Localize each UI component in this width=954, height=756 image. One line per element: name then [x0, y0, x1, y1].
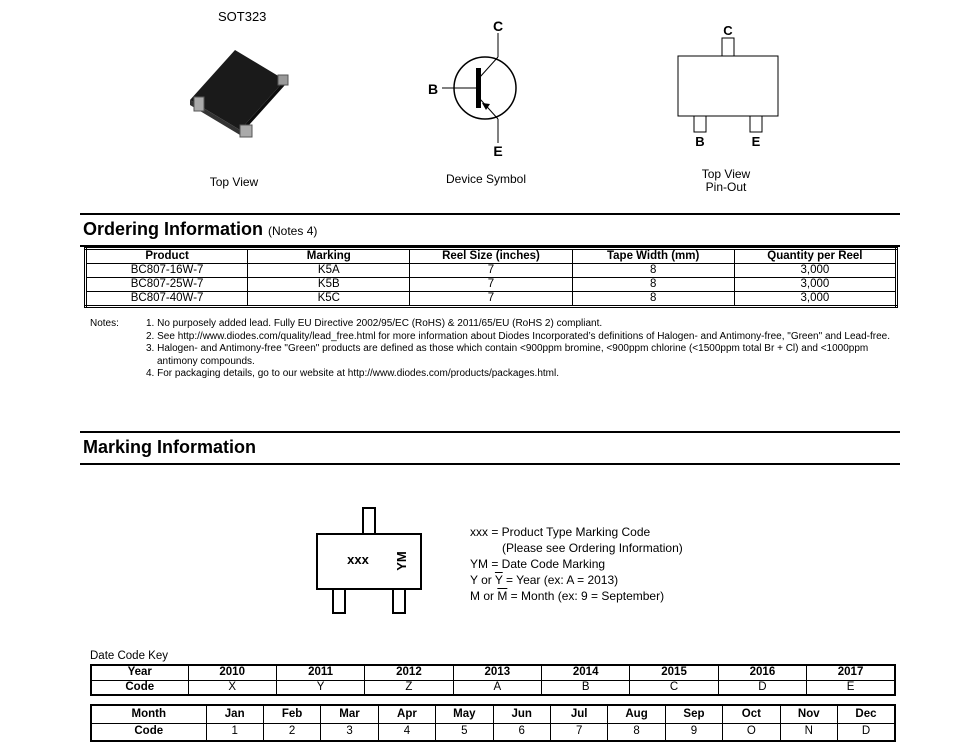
year-code-cell: Y	[276, 680, 364, 695]
month-cell: Dec	[837, 705, 895, 723]
pinout-caption	[676, 168, 776, 194]
symbol-caption: Device Symbol	[445, 172, 527, 186]
month-cell: Nov	[780, 705, 837, 723]
cell: K5A	[248, 264, 410, 278]
year-cell: 2011	[276, 665, 364, 680]
note-item: 2. See http://www.diodes.com/quality/lead_free.html for more information about Diodes Incorporated’s definitions of Halogen- and Antimony-free, "Green" and Lead-free.	[146, 330, 890, 342]
col-tape-width: Tape Width (mm)	[572, 249, 734, 264]
cell: 7	[410, 278, 572, 292]
legend-text: $\overline{Y}$	[494, 573, 503, 587]
month-cell: Oct	[723, 705, 780, 723]
chip-code-text: xxx	[347, 552, 369, 567]
cell: BC807-25W-7	[86, 278, 248, 292]
month-cell: May	[436, 705, 493, 723]
month-cell: Jan	[206, 705, 263, 723]
table-row	[86, 264, 897, 278]
year-cell: 2016	[718, 665, 806, 680]
table-row	[86, 278, 897, 292]
month-code-cell: 1	[206, 723, 263, 741]
notes-label: Notes:	[90, 318, 119, 329]
note-item: 1. No purposely added lead. Fully EU Directive 2002/95/EC (RoHS) & 2011/65/EU (RoHS 2) compliant.	[146, 318, 603, 329]
sot323-package-image	[180, 35, 300, 140]
package-name: SOT323	[218, 9, 267, 24]
legend-line: (Please see Ordering Information)	[502, 541, 683, 555]
month-code-cell: 4	[378, 723, 435, 741]
ordering-note-ref: (Notes 4)	[268, 224, 318, 238]
month-code-cell: O	[723, 723, 780, 741]
legend-text: = Year (ex: A = 2013)	[502, 573, 619, 587]
cell: 7	[410, 292, 572, 307]
month-code-cell: N	[780, 723, 837, 741]
month-code-table	[90, 704, 896, 742]
cell: K5B	[248, 278, 410, 292]
note-item: 4. For packaging details, go to our website at http://www.diodes.com/products/packages.html.	[146, 368, 559, 380]
year-code-cell: E	[807, 680, 895, 695]
cell: BC807-40W-7	[86, 292, 248, 307]
year-row	[91, 665, 895, 680]
pinout-diagram	[670, 18, 790, 153]
col-quantity: Quantity per Reel	[734, 249, 896, 264]
legend-line: xxx = Product Type Marking Code	[470, 525, 651, 539]
symbol-pin-b: B	[428, 81, 439, 97]
year-code-cell: A	[453, 680, 541, 695]
month-code-cell: 3	[321, 723, 378, 741]
cell: 8	[572, 278, 734, 292]
package-caption: Top View	[209, 175, 259, 189]
chip-date-text: YM	[394, 551, 409, 571]
device-symbol-diagram	[420, 15, 530, 165]
year-cell: 2014	[542, 665, 630, 680]
month-code-cell: 6	[493, 723, 550, 741]
month-code-cell: 8	[608, 723, 665, 741]
symbol-pin-c: C	[492, 18, 504, 34]
cell: 3,000	[734, 278, 896, 292]
code-label: Code	[91, 680, 188, 695]
ordering-section-header	[80, 213, 900, 247]
month-cell: Mar	[321, 705, 378, 723]
cell: BC807-16W-7	[86, 264, 248, 278]
symbol-pin-e: E	[493, 143, 503, 159]
cell: 7	[410, 264, 572, 278]
year-code-cell: C	[630, 680, 718, 695]
month-code-cell: 9	[665, 723, 722, 741]
ordering-title	[83, 219, 317, 240]
year-code-cell: D	[718, 680, 806, 695]
ordering-notes	[90, 318, 900, 381]
table-row	[86, 292, 897, 307]
date-code-key-label: Date Code Key	[90, 650, 168, 662]
pinout-caption-line1: Top View	[701, 167, 751, 181]
marking-diagram	[310, 505, 430, 617]
legend-line	[470, 572, 683, 588]
marking-title: Marking Information	[83, 437, 257, 457]
cell: 8	[572, 264, 734, 278]
legend-line: YM = Date Code Marking	[470, 557, 606, 571]
year-label: Year	[91, 665, 188, 680]
marking-legend	[470, 524, 683, 604]
legend-text: = Month (ex: 9 = September)	[507, 589, 665, 603]
col-product: Product	[86, 249, 248, 264]
pinout-pin-b: B	[695, 134, 705, 149]
legend-line	[470, 588, 683, 604]
year-code-cell: B	[542, 680, 630, 695]
col-reel-size: Reel Size (inches)	[410, 249, 572, 264]
month-cell: Feb	[263, 705, 320, 723]
year-cell: 2013	[453, 665, 541, 680]
legend-text: M or	[470, 589, 498, 603]
year-code-cell: Z	[365, 680, 453, 695]
cell: K5C	[248, 292, 410, 307]
legend-text: $\overline{M}$	[497, 589, 508, 603]
ordering-table	[84, 247, 898, 308]
month-code-cell: 5	[436, 723, 493, 741]
year-code-cell: X	[188, 680, 276, 695]
month-row	[91, 705, 895, 723]
marking-section-header	[80, 431, 900, 465]
table-header-row	[86, 249, 897, 264]
year-cell: 2017	[807, 665, 895, 680]
year-code-table	[90, 664, 896, 696]
month-cell: Jun	[493, 705, 550, 723]
year-cell: 2015	[630, 665, 718, 680]
cell: 8	[572, 292, 734, 307]
code-label: Code	[91, 723, 206, 741]
pinout-caption-line2: Pin-Out	[705, 180, 747, 194]
year-cell: 2010	[188, 665, 276, 680]
month-cell: Jul	[550, 705, 607, 723]
month-cell: Sep	[665, 705, 722, 723]
month-cell: Aug	[608, 705, 665, 723]
year-cell: 2012	[365, 665, 453, 680]
ordering-title-text: Ordering Information	[83, 219, 263, 239]
pinout-pin-c: C	[723, 23, 733, 38]
cell: 3,000	[734, 292, 896, 307]
note-item: 3. Halogen- and Antimony-free "Green" products are defined as those which contain <900ppm bromine, <900ppm chlorine (<1500ppm total Br + Cl) and <1000ppm antimony compounds.	[146, 343, 869, 367]
month-cell: Apr	[378, 705, 435, 723]
legend-text: Y or	[470, 573, 495, 587]
col-marking: Marking	[248, 249, 410, 264]
pinout-pin-e: E	[751, 134, 761, 149]
month-code-cell: 2	[263, 723, 320, 741]
month-code-cell: D	[837, 723, 895, 741]
month-code-cell: 7	[550, 723, 607, 741]
cell: 3,000	[734, 264, 896, 278]
month-code-row	[91, 723, 895, 741]
year-code-row	[91, 680, 895, 695]
month-label: Month	[91, 705, 206, 723]
